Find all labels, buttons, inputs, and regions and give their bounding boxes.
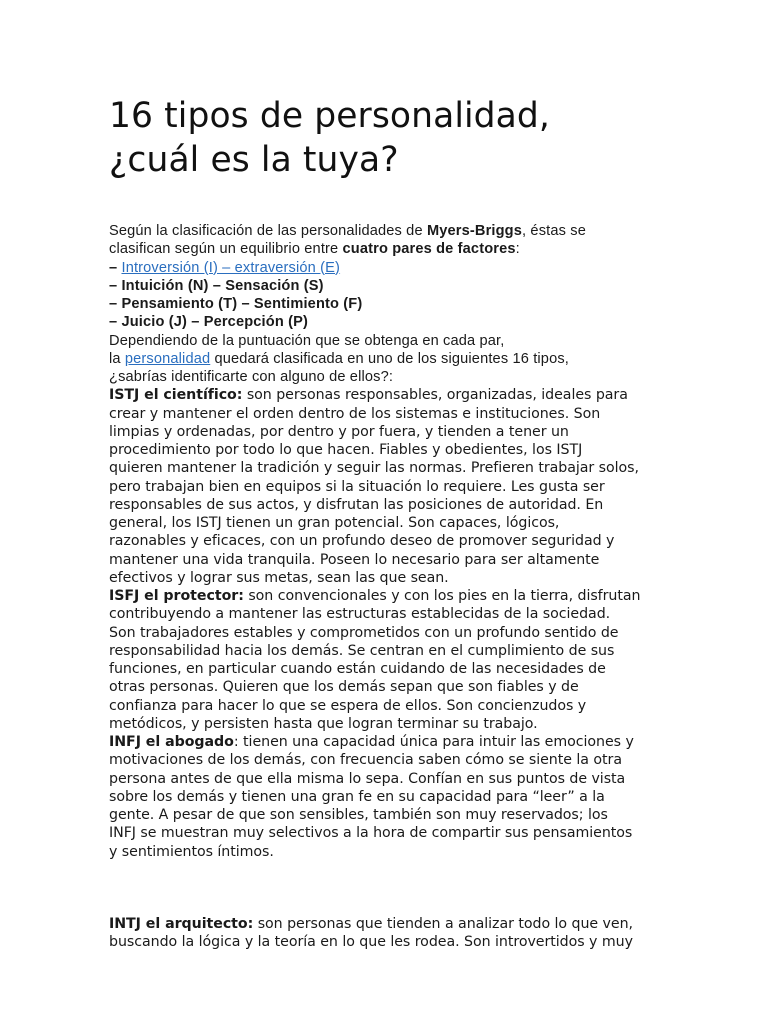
isfj-line: contribuyendo a mantener las estructuras establecidas de la sociedad. — [109, 606, 611, 623]
istj-line: quieren mantener la tradición y seguir las normas. Prefieren trabajar solos, — [109, 460, 639, 477]
istj-line: limpias y ordenadas, por dentro y por fuera, y tienden a tener un — [109, 423, 569, 440]
personalidad-link[interactable]: personalidad — [124, 350, 211, 367]
factor-item-2: – Intuición (N) – Sensación (S) — [109, 277, 324, 294]
isfj-line: otras personas. Quieren que los demás sepan que son fiables y de — [109, 679, 579, 696]
istj-line: mantener una vida tranquila. Poseen lo necesario para ser altamente — [109, 551, 600, 568]
type-isfj — [109, 587, 669, 733]
istj-line: pero trabajan bien en equipos si la situación lo requiere. Les gusta ser — [109, 478, 605, 495]
factor-pairs-term: cuatro pares de factores — [342, 241, 516, 258]
istj-line: general, los ISTJ tienen un gran potencial. Son capaces, lógicos, — [109, 515, 560, 531]
infj-line: sobre los demás y tienen una gran fe en su capacidad para “leer” a la — [109, 788, 605, 805]
istj-line: responsables de sus actos, y disfrutan las posiciones de autoridad. En — [109, 496, 604, 513]
intj-line: buscando la lógica y la teoría en lo que les rodea. Son introvertidos y muy — [109, 934, 633, 950]
document-body — [109, 222, 669, 951]
istj-line: razonables y eficaces, con un profundo deseo de promover seguridad y — [109, 533, 615, 550]
intro-line-2: clasifican según un equilibrio entre cuatro pares de factores: — [109, 241, 520, 258]
factor-item-1: – Introversión (I) – extraversión (E) — [109, 259, 341, 276]
type-infj — [109, 733, 669, 861]
infj-line: y sentimientos íntimos. — [109, 843, 274, 860]
intj-label: INTJ el arquitecto: — [109, 915, 254, 932]
intro-line-1: Según la clasificación de las personalidades de Myers-Briggs, éstas se — [109, 223, 586, 239]
intro-paragraph-line-3: ¿sabrías identificarte con alguno de ellos?: — [109, 369, 394, 385]
intj-first-line: INTJ el arquitecto: son personas que tienden a analizar todo lo que ven, — [109, 915, 633, 932]
istj-line: crear y mantener el orden dentro de los sistemas e instituciones. Son — [109, 405, 601, 422]
isfj-line: Son trabajadores estables y comprometidos con un profundo sentido de — [109, 624, 619, 641]
isfj-line: metódicos, y persisten hasta que logran terminar su trabajo. — [109, 715, 538, 732]
paragraph-spacer — [109, 861, 669, 915]
isfj-line: responsabilidad hacia los demás. Se centran en el cumplimiento de sus — [109, 642, 615, 659]
isfj-line: confianza para hacer lo que se espera de ellos. Son concienzudos y — [109, 697, 587, 714]
introversion-link[interactable]: Introversión (I) – extraversión (E) — [121, 259, 341, 276]
isfj-label: ISFJ el protector: — [109, 588, 244, 604]
infj-first-line: INFJ el abogado: tienen una capacidad única para intuir las emociones y — [109, 734, 634, 750]
page-title — [109, 94, 729, 182]
infj-line: motivaciones de los demás, con frecuencia saben cómo se siente la otra — [109, 752, 622, 769]
istj-first-line: ISTJ el científico: son personas responsables, organizadas, ideales para — [109, 387, 628, 404]
isfj-line: funciones, en particular cuando están cuidando de las necesidades de — [109, 661, 606, 677]
istj-label: ISTJ el científico: — [109, 387, 243, 404]
infj-line: gente. A pesar de que son sensibles, también son muy reservados; los — [109, 807, 608, 823]
title-line-1: 16 tipos de personalidad, — [109, 96, 550, 136]
intro-paragraph-line-1: Dependiendo de la puntuación que se obtenga en cada par, — [109, 332, 505, 349]
factor-item-3: – Pensamiento (T) – Sentimiento (F) — [109, 296, 363, 312]
istj-line: efectivos y lograr sus metas, sean las que sean. — [109, 569, 449, 586]
factor-item-4: – Juicio (J) – Percepción (P) — [109, 314, 308, 331]
title-line-2: ¿cuál es la tuya? — [109, 140, 399, 180]
type-istj — [109, 386, 669, 587]
infj-line: INFJ se muestran muy selectivos a la hora de compartir sus pensamientos — [109, 825, 633, 842]
intro-section — [109, 222, 669, 386]
infj-label: INFJ el abogado — [109, 734, 234, 750]
myers-briggs-term: Myers-Briggs — [426, 223, 523, 239]
infj-line: persona antes de que ella misma lo sepa. Confían en sus puntos de vista — [109, 770, 626, 787]
istj-line: procedimiento por todo lo que hacen. Fiables y obedientes, los ISTJ — [109, 442, 583, 458]
isfj-first-line: ISFJ el protector: son convencionales y con los pies en la tierra, disfrutan — [109, 588, 641, 604]
type-intj — [109, 915, 669, 952]
intro-paragraph-line-2: la personalidad quedará clasificada en uno de los siguientes 16 tipos, — [109, 350, 569, 367]
